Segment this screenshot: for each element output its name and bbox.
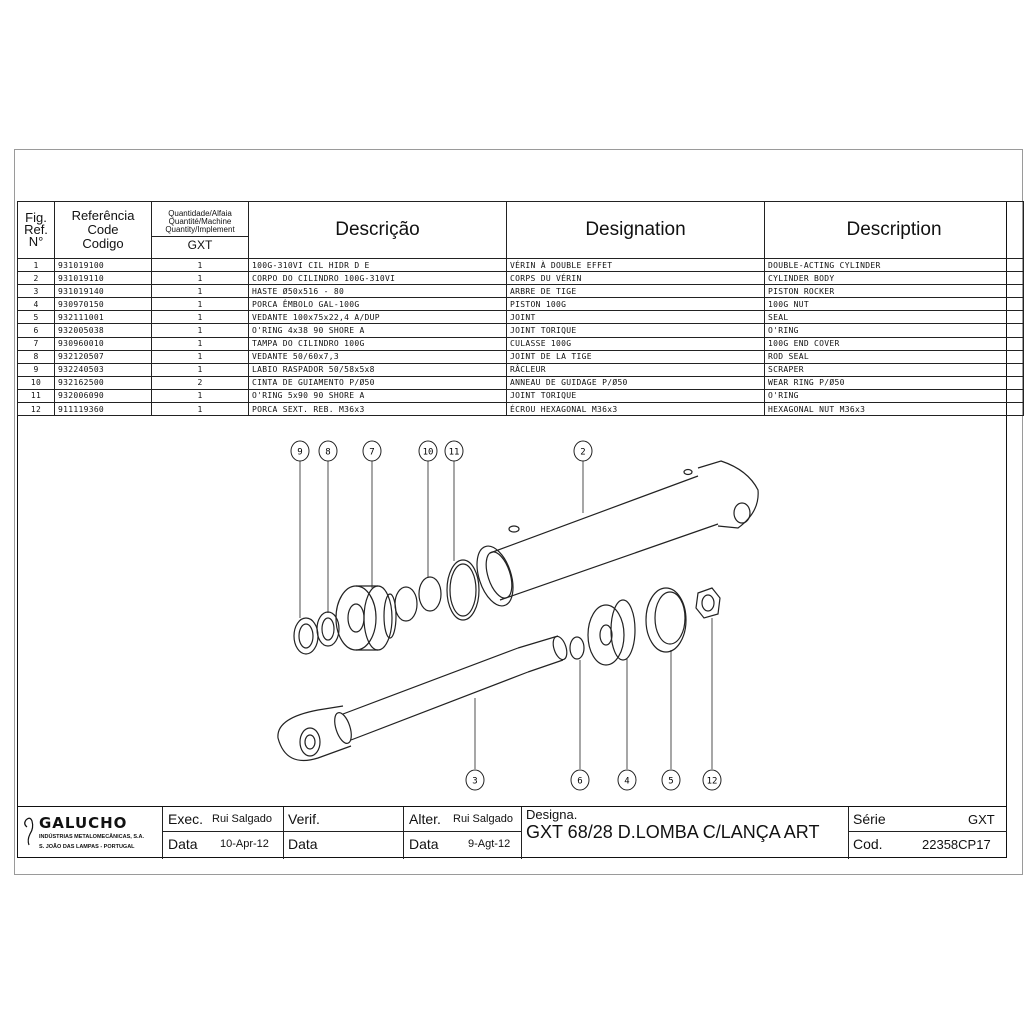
cell-fr: VÉRIN À DOUBLE EFFET bbox=[507, 259, 765, 272]
cell-fig: 3 bbox=[18, 285, 55, 298]
cell-code: 932111001 bbox=[55, 311, 152, 324]
cell-fig: 8 bbox=[18, 350, 55, 363]
leader-lines bbox=[300, 459, 712, 769]
cell-qty: 1 bbox=[152, 363, 249, 376]
cell-fr: JOINT TORIQUE bbox=[507, 389, 765, 402]
exec-date-label: Data bbox=[168, 836, 198, 852]
cell-code: 930960010 bbox=[55, 337, 152, 350]
verif-label: Verif. bbox=[288, 811, 320, 827]
table-row bbox=[18, 376, 1024, 389]
serie-label: Série bbox=[853, 811, 886, 827]
tb-divider bbox=[849, 831, 1007, 832]
header-descricao: Descrição bbox=[249, 202, 507, 259]
company-name: INDÚSTRIAS METALOMECÂNICAS, S.A. bbox=[39, 834, 145, 840]
cell-pt: CORPO DO CILINDRO 100G-310VI bbox=[249, 272, 507, 285]
cell-fig: 7 bbox=[18, 337, 55, 350]
parts-table-header bbox=[18, 202, 1024, 259]
cod-value: 22358CP17 bbox=[922, 837, 991, 852]
header-ref bbox=[55, 202, 152, 259]
cell-en: CYLINDER BODY bbox=[765, 272, 1024, 285]
exec-value: Rui Salgado bbox=[212, 813, 272, 825]
piston-rod-part bbox=[278, 635, 570, 761]
callout-balloon bbox=[419, 441, 437, 461]
cell-pt: TAMPA DO CILINDRO 100G bbox=[249, 337, 507, 350]
callout-label: 6 bbox=[577, 776, 583, 787]
alter-date-label: Data bbox=[409, 836, 439, 852]
exec-label: Exec. bbox=[168, 811, 204, 827]
cell-en: HEXAGONAL NUT M36x3 bbox=[765, 403, 1024, 416]
cell-qty: 1 bbox=[152, 259, 249, 272]
header-fig-line: N° bbox=[28, 234, 44, 249]
table-row bbox=[18, 298, 1024, 311]
cell-qty: 1 bbox=[152, 298, 249, 311]
cell-fig: 4 bbox=[18, 298, 55, 311]
cell-en: SEAL bbox=[765, 311, 1024, 324]
callout-label: 10 bbox=[422, 447, 434, 458]
callout-balloon bbox=[618, 770, 636, 790]
callout-label: 12 bbox=[706, 776, 718, 787]
cell-code: 932006090 bbox=[55, 389, 152, 402]
wear-ring-part bbox=[395, 587, 417, 621]
table-row bbox=[18, 259, 1024, 272]
designa-label: Designa. bbox=[526, 807, 578, 822]
cell-qty: 1 bbox=[152, 272, 249, 285]
callout-label: 3 bbox=[472, 776, 478, 787]
header-ref-line: Codigo bbox=[82, 236, 124, 251]
table-row bbox=[18, 403, 1024, 416]
cylinder-body-part bbox=[470, 461, 758, 610]
table-row bbox=[18, 389, 1024, 402]
cell-pt: VEDANTE 100x75x22,4 A/DUP bbox=[249, 311, 507, 324]
cell-fig: 10 bbox=[18, 376, 55, 389]
callout-balloon bbox=[703, 770, 721, 790]
cell-pt: HASTE Ø50x516 - 80 bbox=[249, 285, 507, 298]
header-fig bbox=[18, 202, 55, 259]
callout-balloon bbox=[319, 441, 337, 461]
cell-fr: RÂCLEUR bbox=[507, 363, 765, 376]
header-qty bbox=[152, 202, 249, 259]
callout-label: 9 bbox=[297, 447, 303, 458]
parts-table bbox=[17, 201, 1024, 416]
o-ring-large-part bbox=[447, 560, 479, 620]
cell-en: 100G END COVER bbox=[765, 337, 1024, 350]
company-address: S. JOÃO DAS LAMPAS - PORTUGAL bbox=[39, 844, 135, 850]
header-qty-model: GXT bbox=[152, 236, 248, 252]
cell-pt: CINTA DE GUIAMENTO P/Ø50 bbox=[249, 376, 507, 389]
cell-code: 932120507 bbox=[55, 350, 152, 363]
cell-fr: ÉCROU HEXAGONAL M36x3 bbox=[507, 403, 765, 416]
cell-fig: 11 bbox=[18, 389, 55, 402]
header-fig-line: Fig. bbox=[25, 210, 47, 225]
callout-label: 8 bbox=[325, 447, 331, 458]
table-row bbox=[18, 324, 1024, 337]
cell-fr: JOINT DE LA TIGE bbox=[507, 350, 765, 363]
tb-divider bbox=[163, 831, 522, 832]
rod-seal-part bbox=[317, 612, 339, 646]
o-ring-small-part bbox=[570, 637, 584, 659]
cell-en: WEAR RING P/Ø50 bbox=[765, 376, 1024, 389]
cell-code: 931019110 bbox=[55, 272, 152, 285]
end-cover-part bbox=[336, 586, 396, 650]
designa-value: GXT 68/28 D.LOMBA C/LANÇA ART bbox=[526, 822, 820, 842]
cell-pt: PORCA SEXT. REB. M36x3 bbox=[249, 403, 507, 416]
callout-label: 2 bbox=[580, 447, 586, 458]
cell-fr: CORPS DU VÉRIN bbox=[507, 272, 765, 285]
table-row bbox=[18, 272, 1024, 285]
callout-balloon bbox=[466, 770, 484, 790]
header-qty-line: Quantidade/Alfaia bbox=[168, 209, 232, 218]
callout-balloon bbox=[571, 770, 589, 790]
cell-qty: 1 bbox=[152, 403, 249, 416]
callout-balloon bbox=[363, 441, 381, 461]
cell-code: 932240503 bbox=[55, 363, 152, 376]
table-row bbox=[18, 285, 1024, 298]
header-ref-line: Referência bbox=[71, 208, 135, 223]
hex-nut-part bbox=[696, 588, 720, 618]
cell-en: O'RING bbox=[765, 389, 1024, 402]
cell-qty: 1 bbox=[152, 389, 249, 402]
cell-pt: O'RING 4x38 90 SHORE A bbox=[249, 324, 507, 337]
cell-en: SCRAPER bbox=[765, 363, 1024, 376]
cell-en: PISTON ROCKER bbox=[765, 285, 1024, 298]
cell-en: 100G NUT bbox=[765, 298, 1024, 311]
cell-pt: VEDANTE 50/60x7,3 bbox=[249, 350, 507, 363]
cell-fig: 9 bbox=[18, 363, 55, 376]
piston-nut-part bbox=[588, 600, 635, 665]
callout-label: 4 bbox=[624, 776, 630, 787]
table-row bbox=[18, 350, 1024, 363]
cell-qty: 1 bbox=[152, 324, 249, 337]
exploded-view-drawing bbox=[18, 428, 1006, 806]
cell-fr: JOINT bbox=[507, 311, 765, 324]
exec-date-value: 10-Apr-12 bbox=[220, 838, 269, 850]
cell-fig: 1 bbox=[18, 259, 55, 272]
table-row bbox=[18, 337, 1024, 350]
callout-label: 5 bbox=[668, 776, 674, 787]
callout-balloon bbox=[291, 441, 309, 461]
callout-balloon bbox=[574, 441, 592, 461]
cell-en: ROD SEAL bbox=[765, 350, 1024, 363]
alter-date-value: 9-Agt-12 bbox=[468, 838, 511, 850]
wear-ring-part bbox=[419, 577, 441, 611]
cod-label: Cod. bbox=[853, 836, 883, 852]
cell-qty: 1 bbox=[152, 337, 249, 350]
cell-qty: 1 bbox=[152, 285, 249, 298]
cell-fig: 5 bbox=[18, 311, 55, 324]
callout-label: 7 bbox=[369, 447, 375, 458]
cell-en: DOUBLE-ACTING CYLINDER bbox=[765, 259, 1024, 272]
title-block bbox=[17, 806, 1007, 858]
cell-pt: PORCA ÊMBOLO GAL-100G bbox=[249, 298, 507, 311]
rooster-icon bbox=[21, 816, 37, 846]
table-row bbox=[18, 311, 1024, 324]
cell-qty: 1 bbox=[152, 350, 249, 363]
verif-date-label: Data bbox=[288, 836, 318, 852]
cell-fr: ARBRE DE TIGE bbox=[507, 285, 765, 298]
header-designation: Designation bbox=[507, 202, 765, 259]
cell-code: 930970150 bbox=[55, 298, 152, 311]
company-logo: GALUCHO bbox=[39, 814, 128, 832]
cell-code: 931019100 bbox=[55, 259, 152, 272]
cell-fr: JOINT TORIQUE bbox=[507, 324, 765, 337]
header-ref-line: Code bbox=[87, 222, 119, 237]
cell-code: 932005038 bbox=[55, 324, 152, 337]
cell-pt: LABIO RASPADOR 50/58x5x8 bbox=[249, 363, 507, 376]
cell-qty: 2 bbox=[152, 376, 249, 389]
cell-fig: 12 bbox=[18, 403, 55, 416]
cell-code: 932162500 bbox=[55, 376, 152, 389]
cell-code: 911119360 bbox=[55, 403, 152, 416]
table-row bbox=[18, 363, 1024, 376]
header-fig-line: Ref. bbox=[24, 222, 48, 237]
callout-balloon bbox=[445, 441, 463, 461]
alter-label: Alter. bbox=[409, 811, 441, 827]
cell-code: 931019140 bbox=[55, 285, 152, 298]
cell-fr: CULASSE 100G bbox=[507, 337, 765, 350]
cell-fig: 6 bbox=[18, 324, 55, 337]
serie-value: GXT bbox=[968, 812, 995, 827]
header-qty-line: Quantité/Machine bbox=[168, 217, 232, 226]
callout-balloon bbox=[662, 770, 680, 790]
header-description: Description bbox=[765, 202, 1024, 259]
header-qty-line: Quantity/Implement bbox=[165, 225, 235, 234]
alter-value: Rui Salgado bbox=[453, 813, 513, 825]
cell-fig: 2 bbox=[18, 272, 55, 285]
cell-fr: ANNEAU DE GUIDAGE P/Ø50 bbox=[507, 376, 765, 389]
cell-en: O'RING bbox=[765, 324, 1024, 337]
callout-label: 11 bbox=[448, 447, 460, 458]
cell-pt: 100G-310VI CIL HIDR D E bbox=[249, 259, 507, 272]
cell-fr: PISTON 100G bbox=[507, 298, 765, 311]
cell-pt: O'RING 5x90 90 SHORE A bbox=[249, 389, 507, 402]
cell-qty: 1 bbox=[152, 311, 249, 324]
